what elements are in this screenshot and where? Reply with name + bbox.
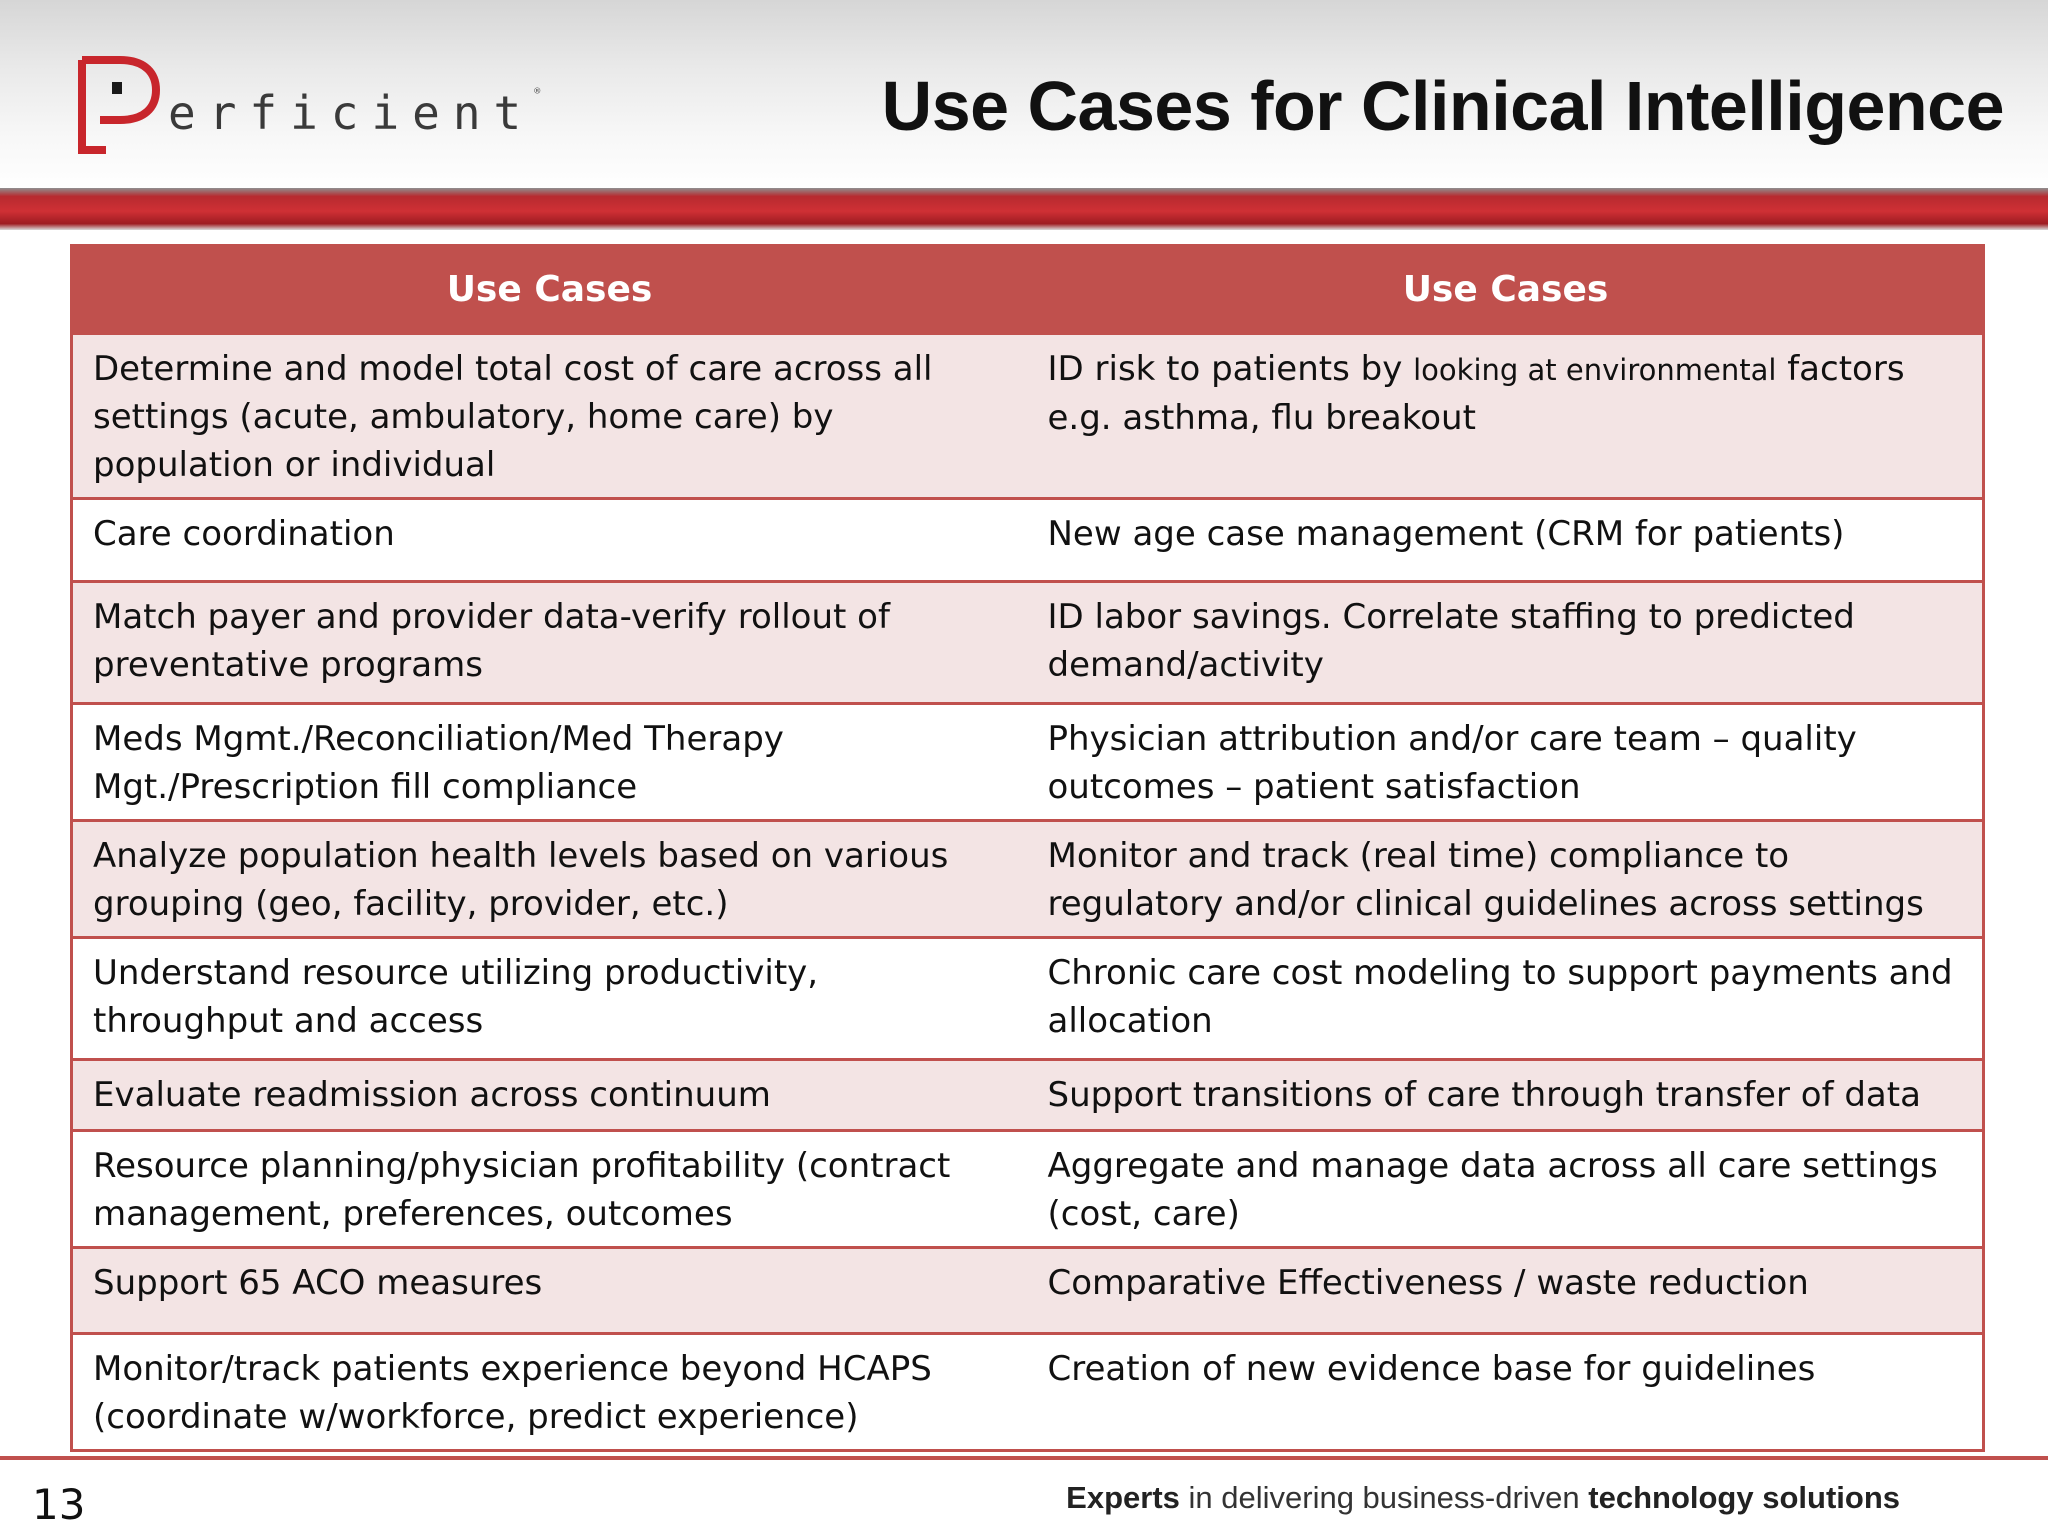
page-number: 13 — [32, 1480, 86, 1529]
header-red-band — [0, 188, 2048, 230]
footer-divider — [0, 1456, 2048, 1460]
table-cell: Comparative Effectiveness / waste reduction — [1028, 1248, 1984, 1334]
table-row — [72, 334, 1984, 499]
table-header-row — [72, 246, 1984, 334]
table-cell: ID labor savings. Correlate staffing to predicted demand/activity — [1028, 582, 1984, 704]
table-cell: Physician attribution and/or care team – quality outcomes – patient satisfaction — [1028, 704, 1984, 821]
column-header-right: Use Cases — [1028, 246, 1984, 334]
table-cell: Aggregate and manage data across all care settings (cost, care) — [1028, 1131, 1984, 1248]
table-cell: Care coordination — [72, 499, 1028, 582]
table-cell: Monitor/track patients experience beyond HCAPS (coordinate w/workforce, predict experience) — [72, 1334, 1028, 1451]
table-row — [72, 1334, 1984, 1451]
table-row — [72, 499, 1984, 582]
slide-title: Use Cases for Clinical Intelligence — [881, 67, 2004, 145]
perficient-logo — [72, 50, 541, 160]
table-row — [72, 1248, 1984, 1334]
table-cell: Monitor and track (real time) compliance to regulatory and/or clinical guidelines across settings — [1028, 821, 1984, 938]
table-row — [72, 1060, 1984, 1131]
table-cell: Resource planning/physician profitability (contract management, preferences, outcomes — [72, 1131, 1028, 1248]
table-cell: Determine and model total cost of care across all settings (acute, ambulatory, home care) by population or individual — [72, 334, 1028, 499]
table-cell: New age case management (CRM for patients) — [1028, 499, 1984, 582]
table-cell: Creation of new evidence base for guidelines — [1028, 1334, 1984, 1451]
footer-tagline: Experts in delivering business-driven technology solutions — [1066, 1480, 1900, 1515]
table-row — [72, 821, 1984, 938]
table-cell: Chronic care cost modeling to support payments and allocation — [1028, 938, 1984, 1060]
table-cell: Support 65 ACO measures — [72, 1248, 1028, 1334]
table-cell: Match payer and provider data-verify rollout of preventative programs — [72, 582, 1028, 704]
logo-wordmark: erficient® — [168, 86, 541, 140]
table-cell: Understand resource utilizing productivity, throughput and access — [72, 938, 1028, 1060]
table-row — [72, 938, 1984, 1060]
use-cases-table — [70, 244, 1982, 1452]
table-cell: Evaluate readmission across continuum — [72, 1060, 1028, 1131]
table-cell: Meds Mgmt./Reconciliation/Med Therapy Mgt./Prescription fill compliance — [72, 704, 1028, 821]
table-cell: ID risk to patients by looking at environmental factors e.g. asthma, flu breakout — [1028, 334, 1984, 499]
column-header-left: Use Cases — [72, 246, 1028, 334]
table-row — [72, 582, 1984, 704]
table-row — [72, 704, 1984, 821]
logo-p-mark-icon — [76, 56, 162, 154]
table-cell: Support transitions of care through transfer of data — [1028, 1060, 1984, 1131]
table-cell: Analyze population health levels based on various grouping (geo, facility, provider, etc.) — [72, 821, 1028, 938]
table-row — [72, 1131, 1984, 1248]
